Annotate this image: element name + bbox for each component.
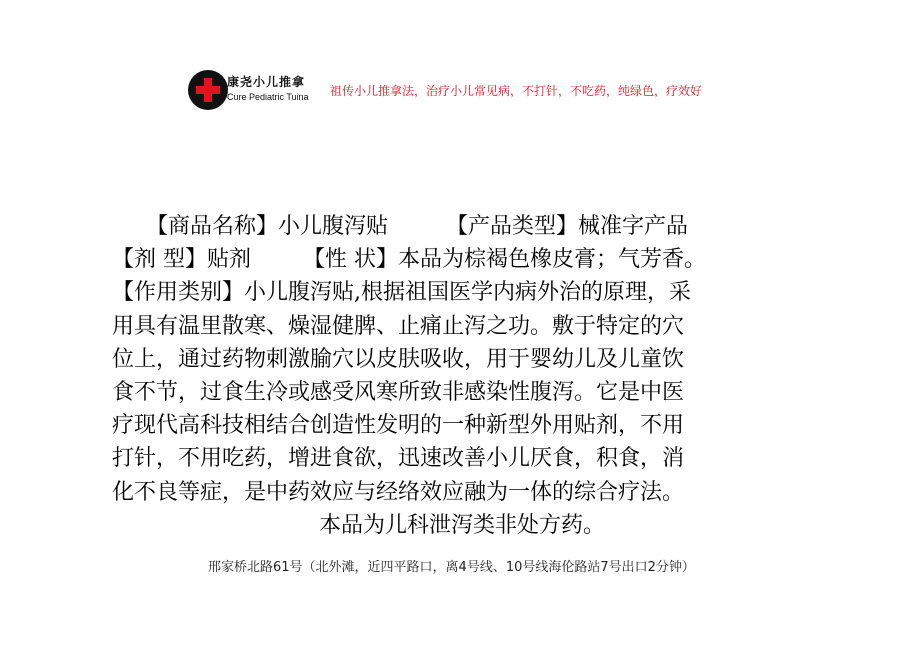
product-form-property-line: [112, 243, 812, 276]
description-line: 疗现代高科技相结合创造性发明的一种新型外用贴剂，不用: [112, 413, 685, 439]
description-line: 位上，通过药物刺激腧穴以皮肤吸收，用于婴幼儿及儿童饮: [112, 346, 685, 372]
description-line: 【作用类别】小儿腹泻贴,根据祖国医学内病外治的原理，采: [112, 280, 691, 306]
otc-note: 本品为儿科泄泻类非处方药。: [318, 512, 605, 538]
product-property-field: 【性 状】本品为棕褐色橡皮膏；气芳香。: [303, 247, 706, 273]
description-line: 用具有温里散寒、燥湿健脾、止痛止泻之功。敷于特定的穴: [112, 313, 685, 339]
description-line: 化不良等症，是中药效应与经络效应融为一体的综合疗法。: [112, 479, 685, 505]
product-form-field: 【剂 型】贴剂: [112, 247, 251, 273]
product-type-field: 【产品类型】械准字产品: [446, 214, 689, 239]
product-description: [112, 210, 812, 542]
logo-english-name: Cure Pediatric Tuina: [227, 92, 309, 102]
brand-logo: [188, 70, 316, 112]
logo-chinese-name: 康尧小儿推拿: [227, 75, 306, 89]
red-cross-icon: [188, 70, 228, 110]
product-name-field: 【商品名称】小儿腹泻贴: [146, 214, 389, 239]
description-line: 食不节，过食生冷或感受风寒所致非感染性腹泻。它是中医: [112, 380, 685, 406]
product-name-type-line: [112, 210, 812, 243]
description-line: 打针，不用吃药，增进食欲，迅速改善小儿厌食，积食，消: [112, 446, 685, 472]
store-address: 邢家桥北路61号（北外滩，近四平路口，离4号线、10号线海伦路站7号出口2分钟）: [208, 560, 695, 575]
header-slogan: 祖传小儿推拿法，治疗小儿常见病，不打针，不吃药，纯绿色，疗效好: [330, 84, 703, 98]
